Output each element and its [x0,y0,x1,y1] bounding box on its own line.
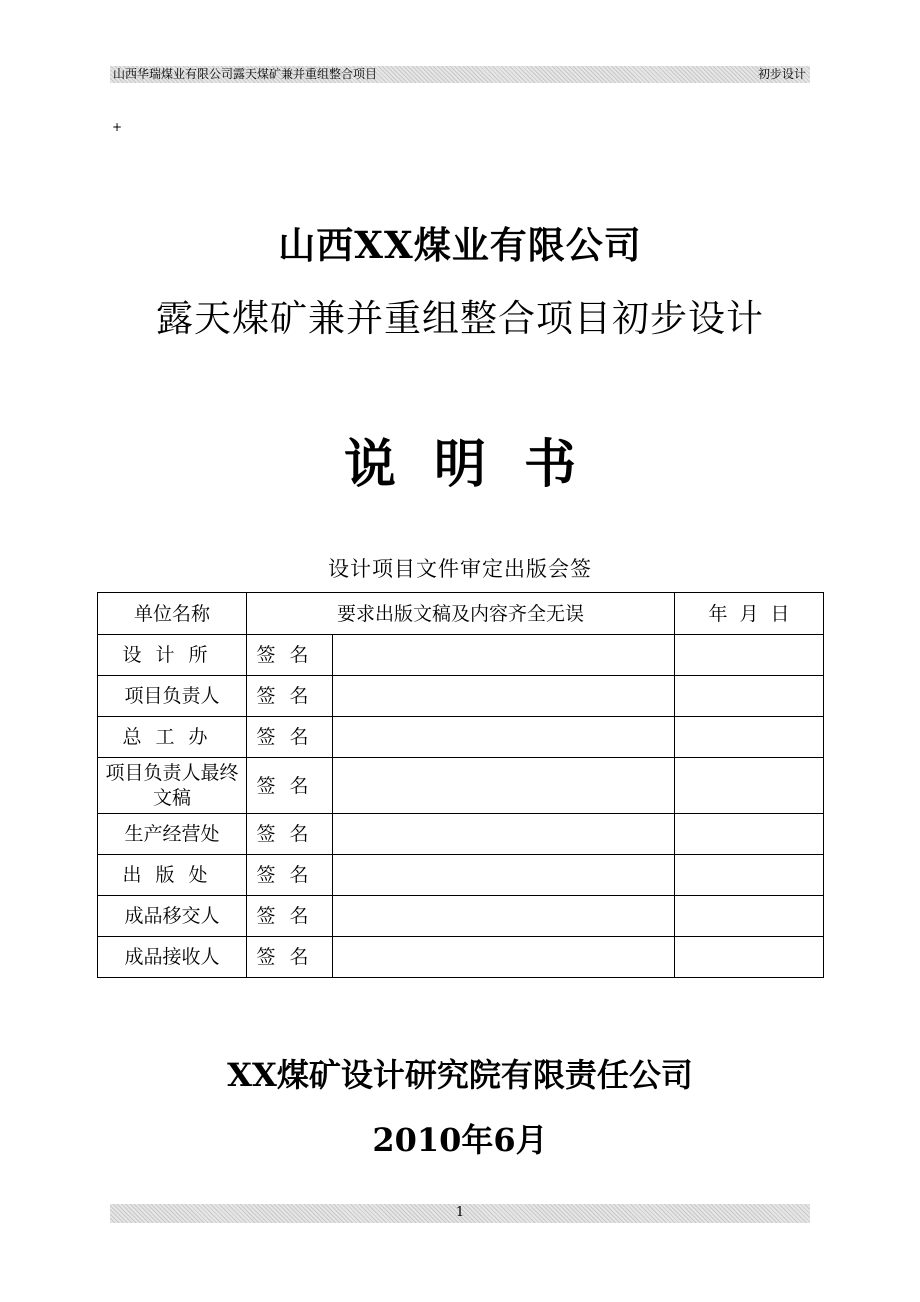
row-unit: 出版处 [98,855,247,896]
table-row [98,758,824,814]
date-field[interactable] [675,937,824,978]
company-title: 山西XX煤业有限公司 [278,223,642,267]
row-sign-label: 签名 [247,635,333,676]
signature-field[interactable] [333,758,675,814]
table-row [98,896,824,937]
project-title: 露天煤矿兼并重组整合项目初步设计 [156,297,764,340]
table-row [98,717,824,758]
row-unit: 项目负责人最终文稿 [98,758,247,814]
document-title: 说明书 [343,434,614,495]
header-requirement: 要求出版文稿及内容齐全无误 [247,593,675,635]
table-row [98,635,824,676]
table-row [98,855,824,896]
date-field[interactable] [675,635,824,676]
date-field[interactable] [675,676,824,717]
header-project-name: 山西华瑞煤业有限公司露天煤矿兼并重组整合项目 [113,67,378,81]
row-unit: 设计所 [98,635,247,676]
header-unit: 单位名称 [98,593,247,635]
signature-field[interactable] [333,855,675,896]
header-doc-type: 初步设计 [757,67,806,81]
signature-field[interactable] [333,814,675,855]
date-field[interactable] [675,896,824,937]
signoff-table [97,592,824,978]
row-unit: 生产经营处 [98,814,247,855]
table-header-row [98,593,824,635]
row-unit: 成品接收人 [98,937,247,978]
header-date: 年 月 日 [675,593,824,635]
row-unit: 总工办 [98,717,247,758]
row-sign-label: 签名 [247,676,333,717]
row-sign-label: 签名 [247,717,333,758]
page-header [110,66,810,83]
paragraph-marker: + [112,120,123,134]
date-field[interactable] [675,814,824,855]
row-sign-label: 签名 [247,896,333,937]
signature-field[interactable] [333,717,675,758]
table-row [98,814,824,855]
page-number: 1 [455,1205,465,1220]
issuing-company: XX煤矿设计研究院有限责任公司 [227,1056,693,1094]
signature-field[interactable] [333,937,675,978]
signature-field[interactable] [333,676,675,717]
row-sign-label: 签名 [247,814,333,855]
row-sign-label: 签名 [247,937,333,978]
row-sign-label: 签名 [247,758,333,814]
date-field[interactable] [675,717,824,758]
signoff-caption: 设计项目文件审定出版会签 [328,557,592,581]
row-sign-label: 签名 [247,855,333,896]
date-field[interactable] [675,855,824,896]
page-footer [110,1204,810,1223]
table-row [98,676,824,717]
issue-date: 2010年6月 [372,1121,548,1159]
row-unit: 成品移交人 [98,896,247,937]
signature-field[interactable] [333,635,675,676]
date-field[interactable] [675,758,824,814]
row-unit: 项目负责人 [98,676,247,717]
table-row [98,937,824,978]
signature-field[interactable] [333,896,675,937]
